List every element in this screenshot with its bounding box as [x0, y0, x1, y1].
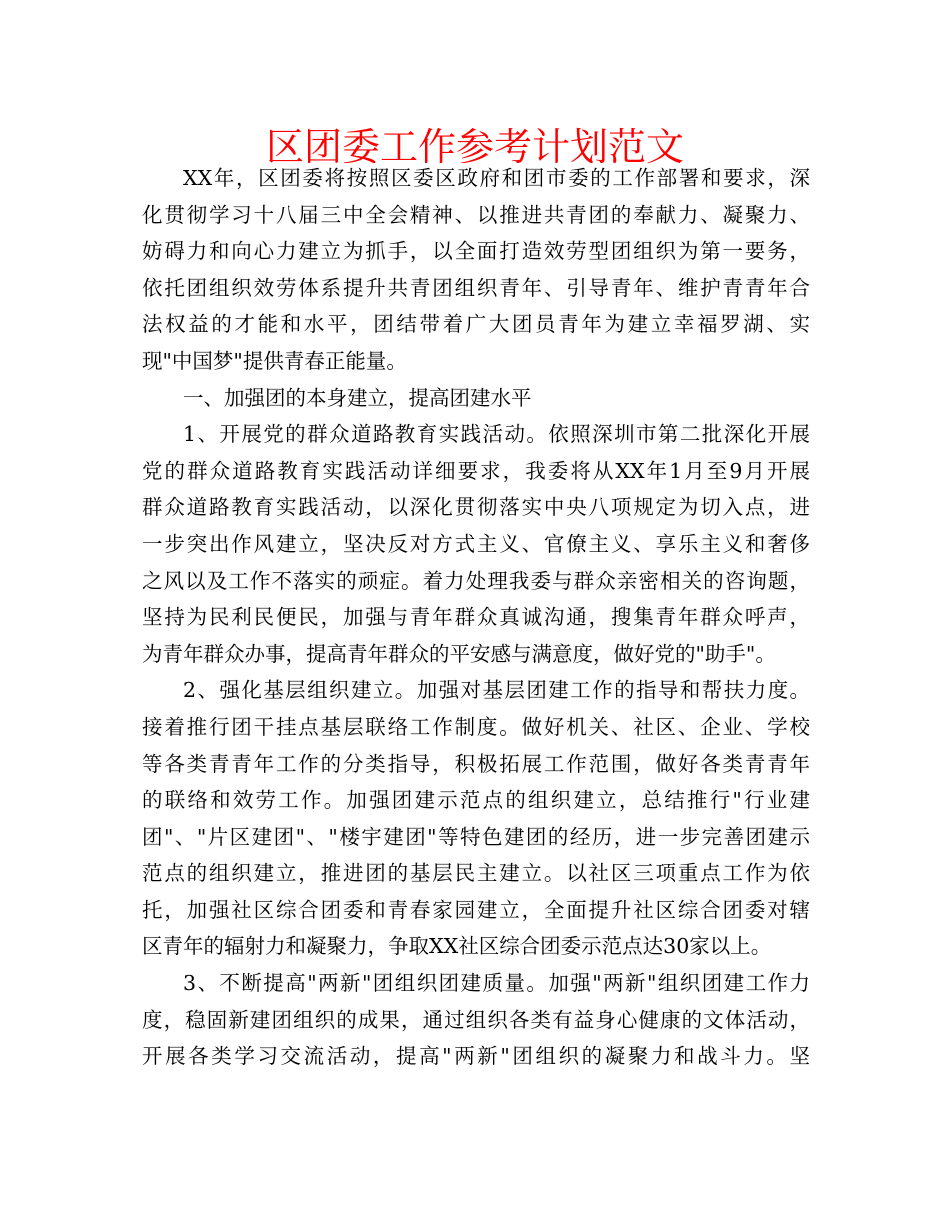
text-line: 依托团组织效劳体系提升共青团组织青年、引导青年、维护青青年合: [142, 275, 810, 300]
text-line: 坚持为民利民便民，加强与青年群众真诚沟通，搜集青年群众呼声，: [142, 605, 810, 630]
text-line: 1、开展党的群众道路教育实践活动。依照深圳市第二批深化开展: [183, 422, 810, 447]
text-line: 团"、"片区建团"、"楼宇建团"等特色建团的经历，进一步完善团建示: [142, 824, 810, 849]
item-paragraph-1: [142, 416, 810, 672]
text-line: 化贯彻学习十八届三中全会精神、以推进共青团的奉献力、凝聚力、: [142, 202, 810, 227]
text-line: 一步突出作风建立，坚决反对方式主义、官僚主义、享乐主义和奢侈: [142, 531, 810, 556]
item-paragraph-2: [142, 672, 810, 965]
text-line: 党的群众道路教育实践活动详细要求，我委将从XX年1月至9月开展: [142, 458, 810, 483]
text-line: 2、强化基层组织建立。加强对基层团建工作的指导和帮扶力度。: [183, 678, 810, 703]
section-heading-1: [142, 380, 810, 417]
text-line: XX年，区团委将按照区委区政府和团市委的工作部署和要求，深: [183, 166, 810, 190]
text-line: 3、不断提高"两新"团组织团建质量。加强"两新"组织团建工作力: [183, 971, 810, 996]
text-line: 等各类青青年工作的分类指导，积极拓展工作范围，做好各类青青年: [142, 751, 810, 776]
text-line: 接着推行团干挂点基层联络工作制度。做好机关、社区、企业、学校: [142, 714, 810, 739]
section-heading-text: 一、加强团的本身建立，提高团建水平: [183, 385, 532, 410]
text-line: 群众道路教育实践活动，以深化贯彻落实中央八项规定为切入点，进: [142, 495, 810, 520]
text-line: 开展各类学习交流活动，提高"两新"团组织的凝聚力和战斗力。坚: [142, 1044, 810, 1069]
text-line: 现"中国梦"提供青春正能量。: [142, 348, 407, 373]
document-body: [142, 160, 810, 1075]
text-line: 妨碍力和向心力建立为抓手，以全面打造效劳型团组织为第一要务，: [142, 239, 810, 264]
text-line: 区青年的辐射力和凝聚力，争取XX社区综合团委示范点达30家以上。: [142, 934, 772, 959]
intro-paragraph: [142, 160, 810, 380]
text-line: 度，稳固新建团组织的成果，通过组织各类有益身心健康的文体活动，: [142, 1007, 810, 1032]
text-line: 托，加强社区综合团委和青春家园建立，全面提升社区综合团委对辖: [142, 897, 810, 922]
text-line: 为青年群众办事，提高青年群众的平安感与满意度，做好党的"助手"。: [142, 641, 776, 666]
text-line: 法权益的才能和水平，团结带着广大团员青年为建立幸福罗湖、实: [142, 312, 810, 337]
text-line: 范点的组织建立，推进团的基层民主建立。以社区三项重点工作为依: [142, 861, 810, 886]
item-paragraph-3: [142, 965, 810, 1075]
text-line: 的联络和效劳工作。加强团建示范点的组织建立，总结推行"行业建: [142, 788, 810, 813]
text-line: 之风以及工作不落实的顽症。着力处理我委与群众亲密相关的咨询题，: [142, 568, 810, 593]
document-title: 区团委工作参考计划范文: [265, 125, 684, 169]
